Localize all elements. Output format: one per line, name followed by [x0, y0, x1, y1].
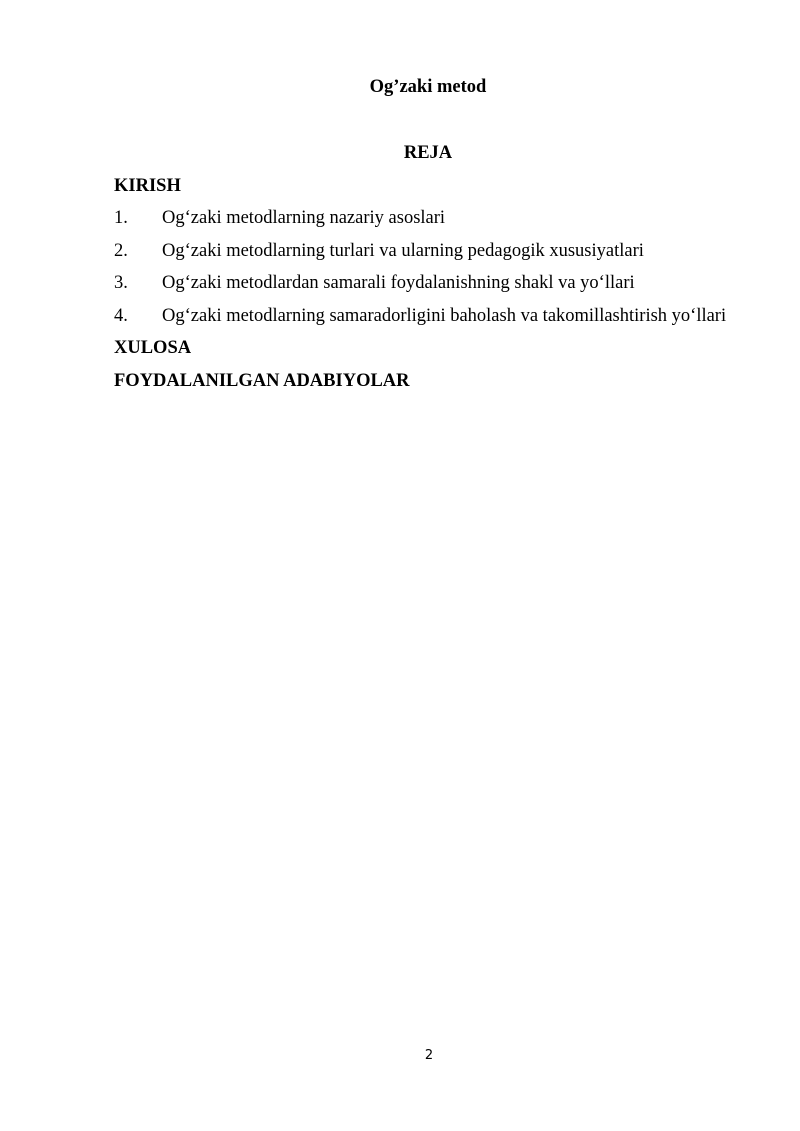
plan-item-text: Og‘zaki metodlarning samaradorligini baholash va takomillashtirish yo‘llari — [162, 306, 727, 326]
references-heading: FOYDALANILGAN ADABIYOLAR — [114, 371, 410, 391]
plan-item-number: 3. — [114, 273, 128, 293]
plan-item — [114, 207, 445, 229]
document-title: Og’zaki metod — [369, 77, 487, 97]
plan-heading: REJA — [403, 143, 453, 163]
plan-item — [114, 240, 644, 262]
intro-heading: KIRISH — [114, 176, 181, 196]
plan-item — [114, 305, 726, 327]
plan-item-text: Og‘zaki metodlardan samarali foydalanishning shakl va yo‘llari — [162, 273, 635, 293]
conclusion-heading: XULOSA — [114, 338, 192, 358]
plan-item-text: Og‘zaki metodlarning turlari va ularning pedagogik xususiyatlari — [162, 241, 644, 261]
plan-item-number: 4. — [114, 306, 128, 326]
plan-item — [114, 272, 635, 294]
plan-item-text: Og‘zaki metodlarning nazariy asoslari — [162, 208, 446, 228]
page-number: 2 — [424, 1048, 434, 1063]
plan-item-number: 1. — [114, 208, 128, 228]
plan-item-number: 2. — [114, 241, 128, 261]
